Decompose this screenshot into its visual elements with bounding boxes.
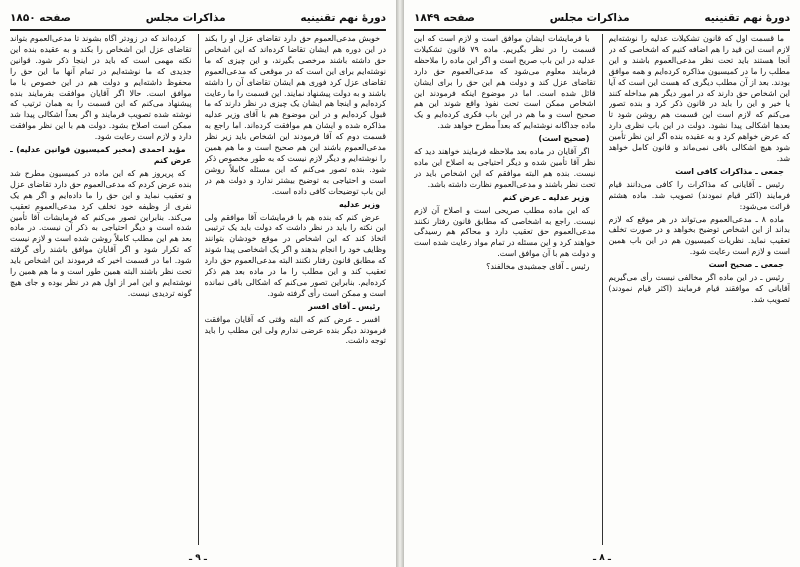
- session-term: دورهٔ نهم تقنینیه: [704, 12, 790, 24]
- session-term: دورهٔ نهم تقنینیه: [300, 12, 386, 24]
- speaker-name: وزیر عدلیه ـ عرض کنم: [502, 192, 590, 202]
- paragraph: رئیس ـ آقایانی که مذاکرات را کافی می‌دانند قیام فرمایند (اکثر قیام نمودند) تصویب شد. ماده هشتم قرائت می‌شود:: [608, 179, 790, 211]
- paragraph: کرده‌اند که در زودتر آگاه بشوند تا مدعی‌العموم بتواند تقاضای عزل این اشخاص را بکند و به عقیده بنده این نکته مهمی است که باید در اینجا ذکر شود. قوانین جدیدی که ما نوشته‌ایم در تمام آنها ما این حق را محفوظ داشته‌ایم و دولت هم در این خصوص با ما موافق است. حالا اگر آقایان موافقت بفرمایند بنده پیشنهاد می‌کنم که این قسمت را به همان ترتیب که نوشته شده تصویب فرمایند و اگر بعداً اشکالی پیدا شد ممکن است اصلاح بشود. دولت هم با این نظر موافقت دارد و لازم است رعایت شود.: [10, 34, 192, 142]
- page-header-right: [414, 8, 790, 28]
- paragraph: عرض کنم که بنده هم با فرمایشات آقا موافقم ولی این نکته را باید در نظر داشت که دولت باید یک ترتیبی اتخاذ کند که این اشخاص در موقع خودشان بتوانند وظایف خود را انجام بدهند و اگر یک اشخاصی پیدا شوند که مطابق قانون رفتار نکنند البته مدعی‌العموم حق دارد تعقیب کند و این مطلب را ما در ماده بعد هم ذکر کرده‌ایم. بنابراین تصور می‌کنم که اشکالی باقی نمانده است و ممکن است رأی گرفته شود.: [204, 212, 386, 298]
- header-rule: [414, 29, 790, 31]
- speaker-name: مؤید احمدی (مخبر کمیسیون قوانین عدلیه) ـ عرض کنم: [10, 145, 192, 165]
- column-right-of-left-page: [205, 34, 387, 545]
- speaker-name: رئیس ـ آقای افسر: [308, 301, 380, 311]
- paragraph: با فرمایشات ایشان موافق است و لازم است که این قسمت را در نظر بگیریم. ماده ۷۹ قانون تشکیلات عدلیه در این باب صریح است و اگر این ماده را ملاحظه فرمایند معلوم می‌شود که مدعی‌العموم حق دارد تقاضای عزل کند و دولت هم این حق را برای ایشان قائل شده است. اما در موضوع اینکه فرمودند این اشخاص ممکن است تحت نفوذ واقع شوند این هم صحیح است و ما هم در این باب فکری کرده‌ایم و یک ماده جداگانه نوشته‌ایم که بعداً مطرح خواهد شد.: [414, 34, 596, 131]
- paragraph: که این ماده مطلب صریحی است و اصلاح آن لازم نیست. راجع به اشخاصی که مطابق قانون رفتار نکنند مدعی‌العموم حق تعقیب دارد و محاکم هم رسیدگی خواهند کرد و این مسئله در تمام مواد رعایت شده است و دولت هم با آن موافق است.: [414, 205, 596, 259]
- paragraph: خوبش مدعی‌العموم حق دارد تقاضای عزل او را بکند در این دوره هم ایشان تقاضا کرده‌اند که این اشخاص حق داشته باشند مرخصی بگیرند، و این چیزی که ما نوشته‌ایم برای این است که در موقعی که مدعی‌العموم تقاضای عزل کرد فوری هم ایشان تقاضای آن را داشته باشند و به دولت پیشنهاد نمایند. این قسمت را ما رعایت کرده‌ایم و اینجا هم ایشان یک چیزی در نظر دارند که ما قبول کرده‌ایم و در این موضوع هم با آقای وزیر عدلیه مذاکره شده و ایشان هم موافقت کرده‌اند. اما راجع به قسمت دوم که آقا فرمودند این اشخاص باید زیر نظر مدعی‌العموم باشند این هم صحیح است و ما هم همین را نوشته‌ایم و دیگر لازم نیست که به طور مخصوص ذکر شود. بنده تصور می‌کنم که این مسئله کاملاً روشن است و احتیاجی به توضیح بیشتر ندارد و دولت هم در این باب توضیحات کافی داده است.: [204, 34, 386, 196]
- column-left-of-left-page: [10, 34, 192, 545]
- left-page: [0, 0, 396, 567]
- columns-left: [10, 34, 386, 545]
- page-number-label: صفحه ۱۸۵۰: [10, 12, 71, 24]
- paragraph: ماده ۸ ـ مدعی‌العموم می‌تواند در هر موقع که لازم بداند از این اشخاص توضیح بخواهد و در صورت تخلف تعقیب نماید. نظریات کمیسیون هم در این باب همین است و لازم است رعایت شود.: [608, 214, 790, 257]
- page-footer-right: ـ ۸ ـ: [593, 553, 611, 563]
- page-title: مذاکرات مجلس: [549, 12, 630, 24]
- page-footer-left: ـ ۹ ـ: [189, 553, 207, 563]
- paragraph: اگر آقایان در ماده بعد ملاحظه فرمایند خواهند دید که نظر آقا تأمین شده و دیگر احتیاجی به اصلاح این ماده نیست. بنده هم البته موافقم که این اشخاص باید در تحت نظر باشند و مدعی‌العموم نظارت داشته باشد.: [414, 147, 596, 189]
- paragraph: ما قسمت اول که قانون تشکیلات عدلیه را نوشته‌ایم لازم است این قید را هم اضافه کنیم که اشخاصی که در آنجا هستند باید تحت نظر مدعی‌العموم باشند و این مطلب را ما در کمیسیون مذاکره کرده‌ایم و همه موافق بودند. بعد از آن مطلب دیگری که هست این است که آیا این اشخاص حق دارند که در امور دیگر هم مداخله کنند یا خیر و این را باید در قانون ذکر کرد و بنده تصور می‌کنم که لازم است این قسمت هم روشن شود تا بعدها اشکالی پیدا نشود. دولت در این باب نظری دارد که عرض خواهم کرد و به عقیده بنده اگر این نظر تأمین شود هیچ اشکالی باقی نمی‌ماند و قانون کامل خواهد شد.: [608, 34, 790, 163]
- page-number-label: صفحه ۱۸۴۹: [414, 12, 475, 24]
- column-divider: [602, 34, 603, 545]
- page-header-left: [10, 8, 386, 28]
- header-rule: [10, 29, 386, 31]
- paragraph: رئیس ـ آقای جمشیدی مخالفند؟: [486, 262, 590, 272]
- columns-right: [414, 34, 790, 545]
- column-right-of-right-page: [609, 34, 791, 545]
- speaker-name: (صحیح است): [538, 134, 590, 144]
- page-title: مذاکرات مجلس: [145, 12, 226, 24]
- column-left-of-right-page: [414, 34, 596, 545]
- column-divider: [198, 34, 199, 545]
- paragraph: افسر ـ عرض کنم که البته وقتی که آقایان موافقت فرمودند دیگر بنده عرضی ندارم ولی این مطلب را باید توجه داشت.: [204, 314, 386, 346]
- speaker-name: جمعی ـ صحیح است: [708, 260, 784, 270]
- speaker-name: وزیر عدلیه: [339, 199, 380, 209]
- right-page: [404, 0, 800, 567]
- speaker-name: جمعی ـ مذاکرات کافی است: [675, 166, 784, 176]
- book-gutter: [396, 0, 404, 567]
- paragraph: که پریروز هم که این ماده در کمیسیون مطرح شد بنده عرض کردم که مدعی‌العموم حق دارد تقاضای عزل و تعقیب نماید و این حق را ما داده‌ایم و اگر هم یک نفری از وظیفه خود تخلف کرد مدعی‌العموم تعقیب می‌کند. بنابراین تصور می‌کنم که فرمایشات آقا تأمین شده است و دیگر احتیاجی به ذکر آن نیست. در ماده بعد هم این مطلب کاملاً روشن شده است و لازم نیست که تکرار شود و اگر آقایان موافق باشند رأی گرفته شود. اما در قسمت اخیر که فرمودند این اشخاص باید تحت نظر باشند البته همین طور است و ما هم همین را نوشته‌ایم و این امر از اول هم در نظر بوده و جای هیچ گونه تردیدی نیست.: [10, 168, 192, 298]
- paragraph: رئیس ـ در این ماده اگر مخالفی نیست رأی می‌گیریم آقایانی که موافقند قیام فرمایند (اکثر قیام نمودند) تصویب شد.: [608, 273, 790, 304]
